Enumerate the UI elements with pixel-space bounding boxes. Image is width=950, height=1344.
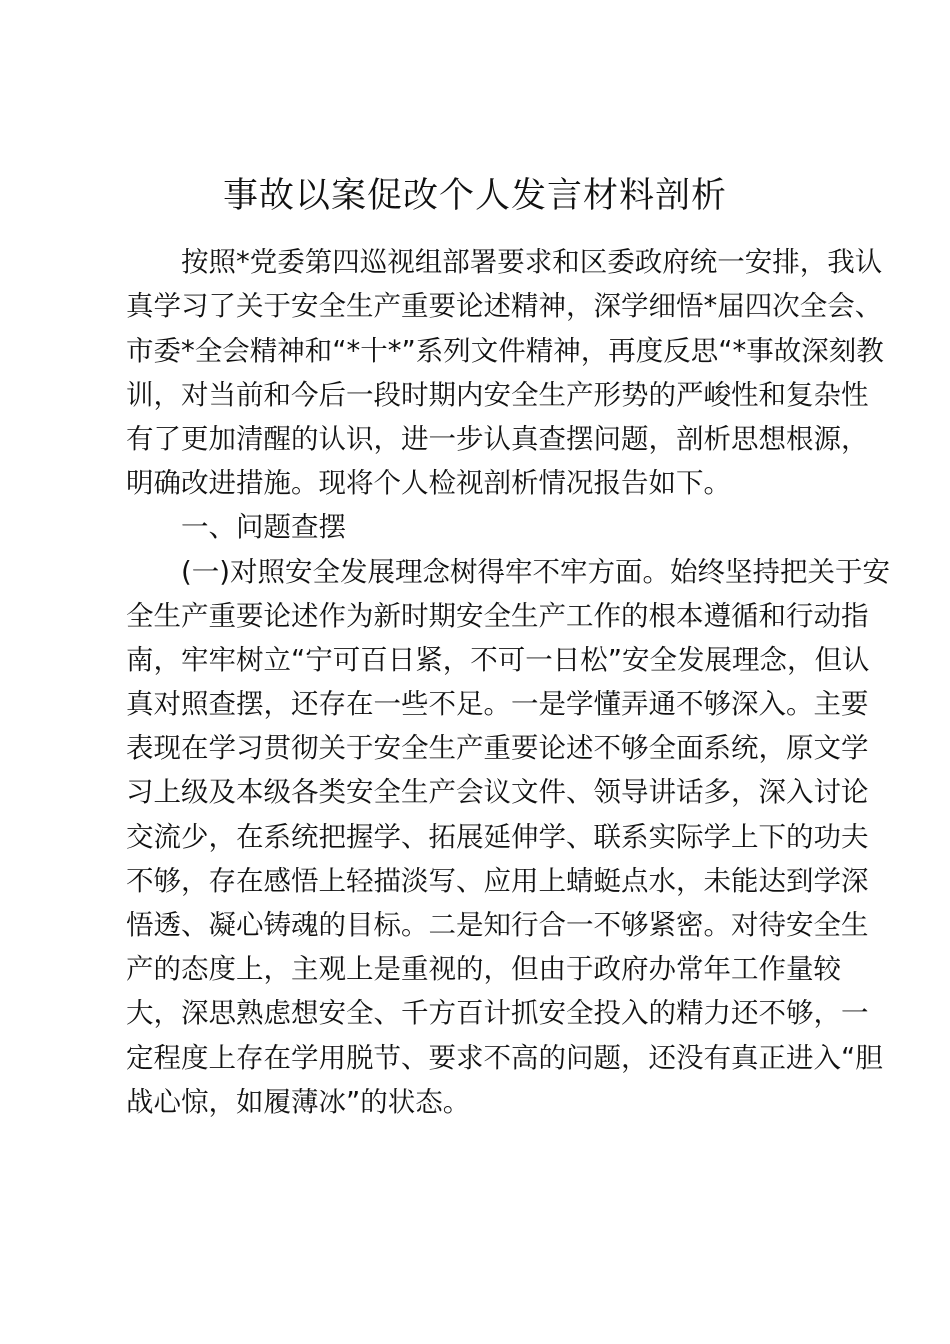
document-title: 事故以案促改个人发言材料剖析: [222, 176, 727, 216]
body-line: (一)对照安全发展理念树得牢不牢方面。始终坚持把关于安: [126, 556, 890, 588]
body-line: 南，牢牢树立“宁可百日紧，不可一日松”安全发展理念，但认: [126, 644, 870, 676]
body-line: 习上级及本级各类安全生产会议文件、领导讲话多，深入讨论: [126, 776, 869, 808]
body-line: 按照*党委第四巡视组部署要求和区委政府统一安排，我认: [126, 246, 883, 278]
body-line: 训，对当前和今后一段时期内安全生产形势的严峻性和复杂性: [126, 379, 869, 411]
body-line: 战心惊，如履薄冰”的状态。: [126, 1086, 471, 1118]
body-line: 定程度上存在学用脱节、要求不高的问题，还没有真正进入“胆: [126, 1042, 883, 1074]
body-line: 悟透、凝心铸魂的目标。二是知行合一不够紧密。对待安全生: [126, 909, 869, 941]
body-line: 全生产重要论述作为新时期安全生产工作的根本遵循和行动指: [126, 600, 869, 632]
body-line: 市委*全会精神和“*十*”系列文件精神，再度反思“*事故深刻教: [126, 335, 884, 367]
body-line: 真对照查摆，还存在一些不足。一是学懂弄通不够深入。主要: [126, 688, 869, 720]
body-line: 真学习了关于安全生产重要论述精神，深学细悟*届四次全会、: [126, 290, 883, 322]
body-line: 明确改进措施。现将个人检视剖析情况报告如下。: [126, 467, 731, 499]
section-heading: 一、问题查摆: [126, 511, 346, 543]
body-line: 不够，存在感悟上轻描淡写、应用上蜻蜓点水，未能达到学深: [126, 865, 869, 897]
body-line: 产的态度上，主观上是重视的，但由于政府办常年工作量较: [126, 953, 841, 985]
body-line: 有了更加清醒的认识，进一步认真查摆问题，剖析思想根源，: [126, 423, 869, 455]
body-line: 大，深思熟虑想安全、千方百计抓安全投入的精力还不够，一: [126, 997, 869, 1029]
body-line: 表现在学习贯彻关于安全生产重要论述不够全面系统，原文学: [126, 732, 869, 764]
body-line: 交流少，在系统把握学、拓展延伸学、联系实际学上下的功夫: [126, 821, 869, 853]
